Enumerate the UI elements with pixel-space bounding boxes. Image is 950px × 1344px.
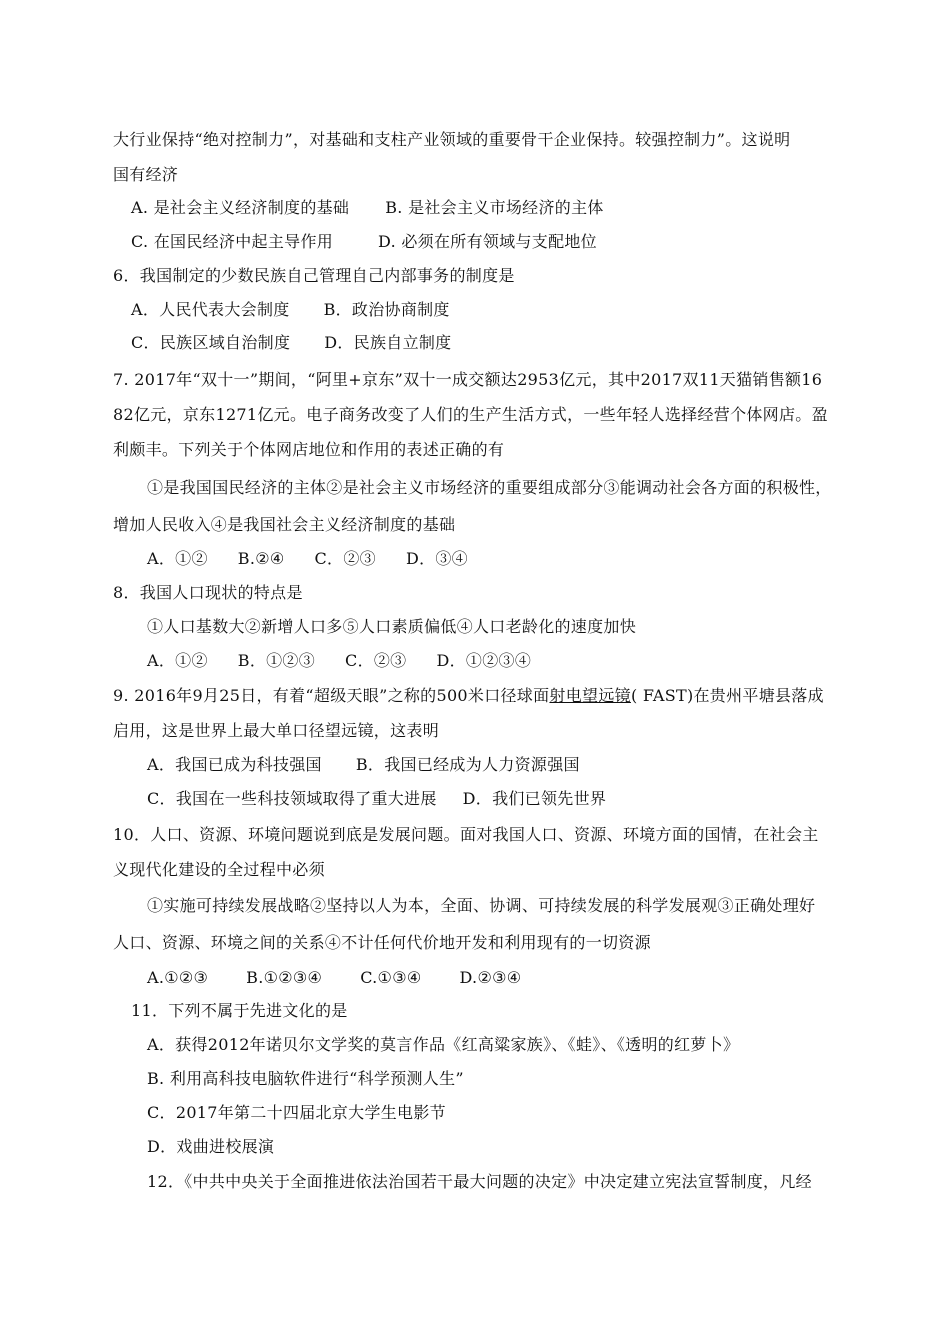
q10-options — [147, 968, 521, 988]
q9-stem-pre: 9. 2016年9月25日，有着“超级天眼”之称的500米口径球面 — [113, 686, 550, 705]
q9-stem-line-2: 启用，这是世界上最大单口径望远镜，这表明 — [113, 721, 440, 740]
q11-option-b: B. 利用高科技电脑软件进行“科学预测人生” — [147, 1069, 464, 1088]
q6-option-a: A．人民代表大会制度 — [131, 300, 290, 319]
q7-stem-line-3: 利颇丰。下列关于个体网店地位和作用的表述正确的有 — [113, 440, 505, 459]
q5-option-d: D. 必须在所有领域与支配地位 — [378, 232, 597, 251]
q8-option-b: B．①②③ — [237, 651, 316, 670]
q8-options — [147, 651, 531, 671]
q7-stem-line-2: 82亿元，京东1271亿元。电子商务改变了人们的生产生活方式，一些年轻人选择经营个体网店。盈 — [113, 405, 828, 424]
q6-stem: 6．我国制定的少数民族自己管理自己内部事务的制度是 — [113, 266, 515, 285]
q5-option-a: A. 是社会主义经济制度的基础 — [131, 198, 350, 217]
q11-option-d: D．戏曲进校展演 — [147, 1137, 275, 1156]
q7-option-a: A．①② — [147, 549, 208, 568]
q7-statements-line-1: ①是我国国民经济的主体②是社会主义市场经济的重要组成部分③能调动社会各方面的积极性， — [147, 478, 832, 497]
q9-option-c: C．我国在一些科技领域取得了重大进展 — [147, 789, 437, 808]
q9-option-d: D．我们已领先世界 — [462, 789, 607, 808]
q11-stem: 11．下列不属于先进文化的是 — [131, 1001, 348, 1020]
q8-option-c: C．②③ — [345, 651, 407, 670]
q11-option-c: C．2017年第二十四届北京大学生电影节 — [147, 1103, 446, 1122]
q9-option-a: A．我国已成为科技强国 — [147, 755, 322, 774]
q9-underlined-term: 射电望远镜 — [549, 686, 631, 705]
q7-option-c: C．②③ — [314, 549, 376, 568]
q9-option-b: B．我国已经成为人力资源强国 — [355, 755, 580, 774]
q7-options — [147, 549, 468, 569]
q7-option-d: D．③④ — [405, 549, 468, 568]
q8-stem: 8．我国人口现状的特点是 — [113, 583, 303, 602]
q6-option-d: D．民族自立制度 — [324, 333, 452, 352]
q9-options-row-1 — [147, 755, 580, 775]
q5-stem-line-2: 国有经济 — [113, 165, 179, 184]
q7-option-b: B.②④ — [237, 549, 285, 568]
q11-option-a: A．获得2012年诺贝尔文学奖的莫言作品《红高粱家族》、《蛙》、《透明的红萝卜》 — [147, 1035, 740, 1054]
q12-stem: 12．《中共中央关于全面推进依法治国若干最大问题的决定》中决定建立宪法宣誓制度，凡经 — [147, 1172, 812, 1191]
q7-statements-line-2: 增加人民收入④是我国社会主义经济制度的基础 — [113, 515, 456, 534]
q5-options-row-1 — [131, 198, 604, 218]
q5-option-b: B. 是社会主义市场经济的主体 — [385, 198, 604, 217]
q10-stem-line-1: 10．人口、资源、环境问题说到底是发展问题。面对我国人口、资源、环境方面的国情，在社会主 — [113, 825, 819, 844]
q8-option-a: A．①② — [147, 651, 208, 670]
q9-stem-post: ( FAST)在贵州平塘县落成 — [630, 686, 824, 705]
q7-stem-line-1: 7. 2017年“双十一”期间，“阿里+京东”双十一成交额达2953亿元，其中2017双11天猫销售额16 — [113, 370, 823, 389]
q8-option-d: D．①②③④ — [436, 651, 532, 670]
q9-options-row-2 — [147, 789, 606, 809]
q9-stem-line-1 — [113, 686, 824, 706]
q10-option-c: C.①③④ — [360, 968, 422, 987]
q6-options-row-1 — [131, 300, 450, 320]
q5-option-c: C. 在国民经济中起主导作用 — [131, 232, 334, 251]
q6-option-c: C．民族区域自治制度 — [131, 333, 291, 352]
q10-option-a: A.①②③ — [147, 968, 209, 987]
q10-statements-line-2: 人口、资源、环境之间的关系④不计任何代价地开发和利用现有的一切资源 — [113, 933, 651, 952]
q5-stem-line-1: 大行业保持“绝对控制力”，对基础和支柱产业领域的重要骨干企业保持。较强控制力”。这说明 — [113, 130, 791, 149]
q10-stem-line-2: 义现代化建设的全过程中必须 — [113, 860, 325, 879]
q10-option-d: D.②③④ — [459, 968, 522, 987]
q6-options-row-2 — [131, 333, 451, 353]
q6-option-b: B．政治协商制度 — [323, 300, 450, 319]
q10-option-b: B.①②③④ — [246, 968, 323, 987]
q5-options-row-2 — [131, 232, 597, 252]
q10-statements-line-1: ①实施可持续发展战略②坚持以人为本，全面、协调、可持续发展的科学发展观③正确处理好 — [147, 896, 816, 915]
q8-statements: ①人口基数大②新增人口多⑤人口素质偏低④人口老龄化的速度加快 — [147, 617, 637, 636]
